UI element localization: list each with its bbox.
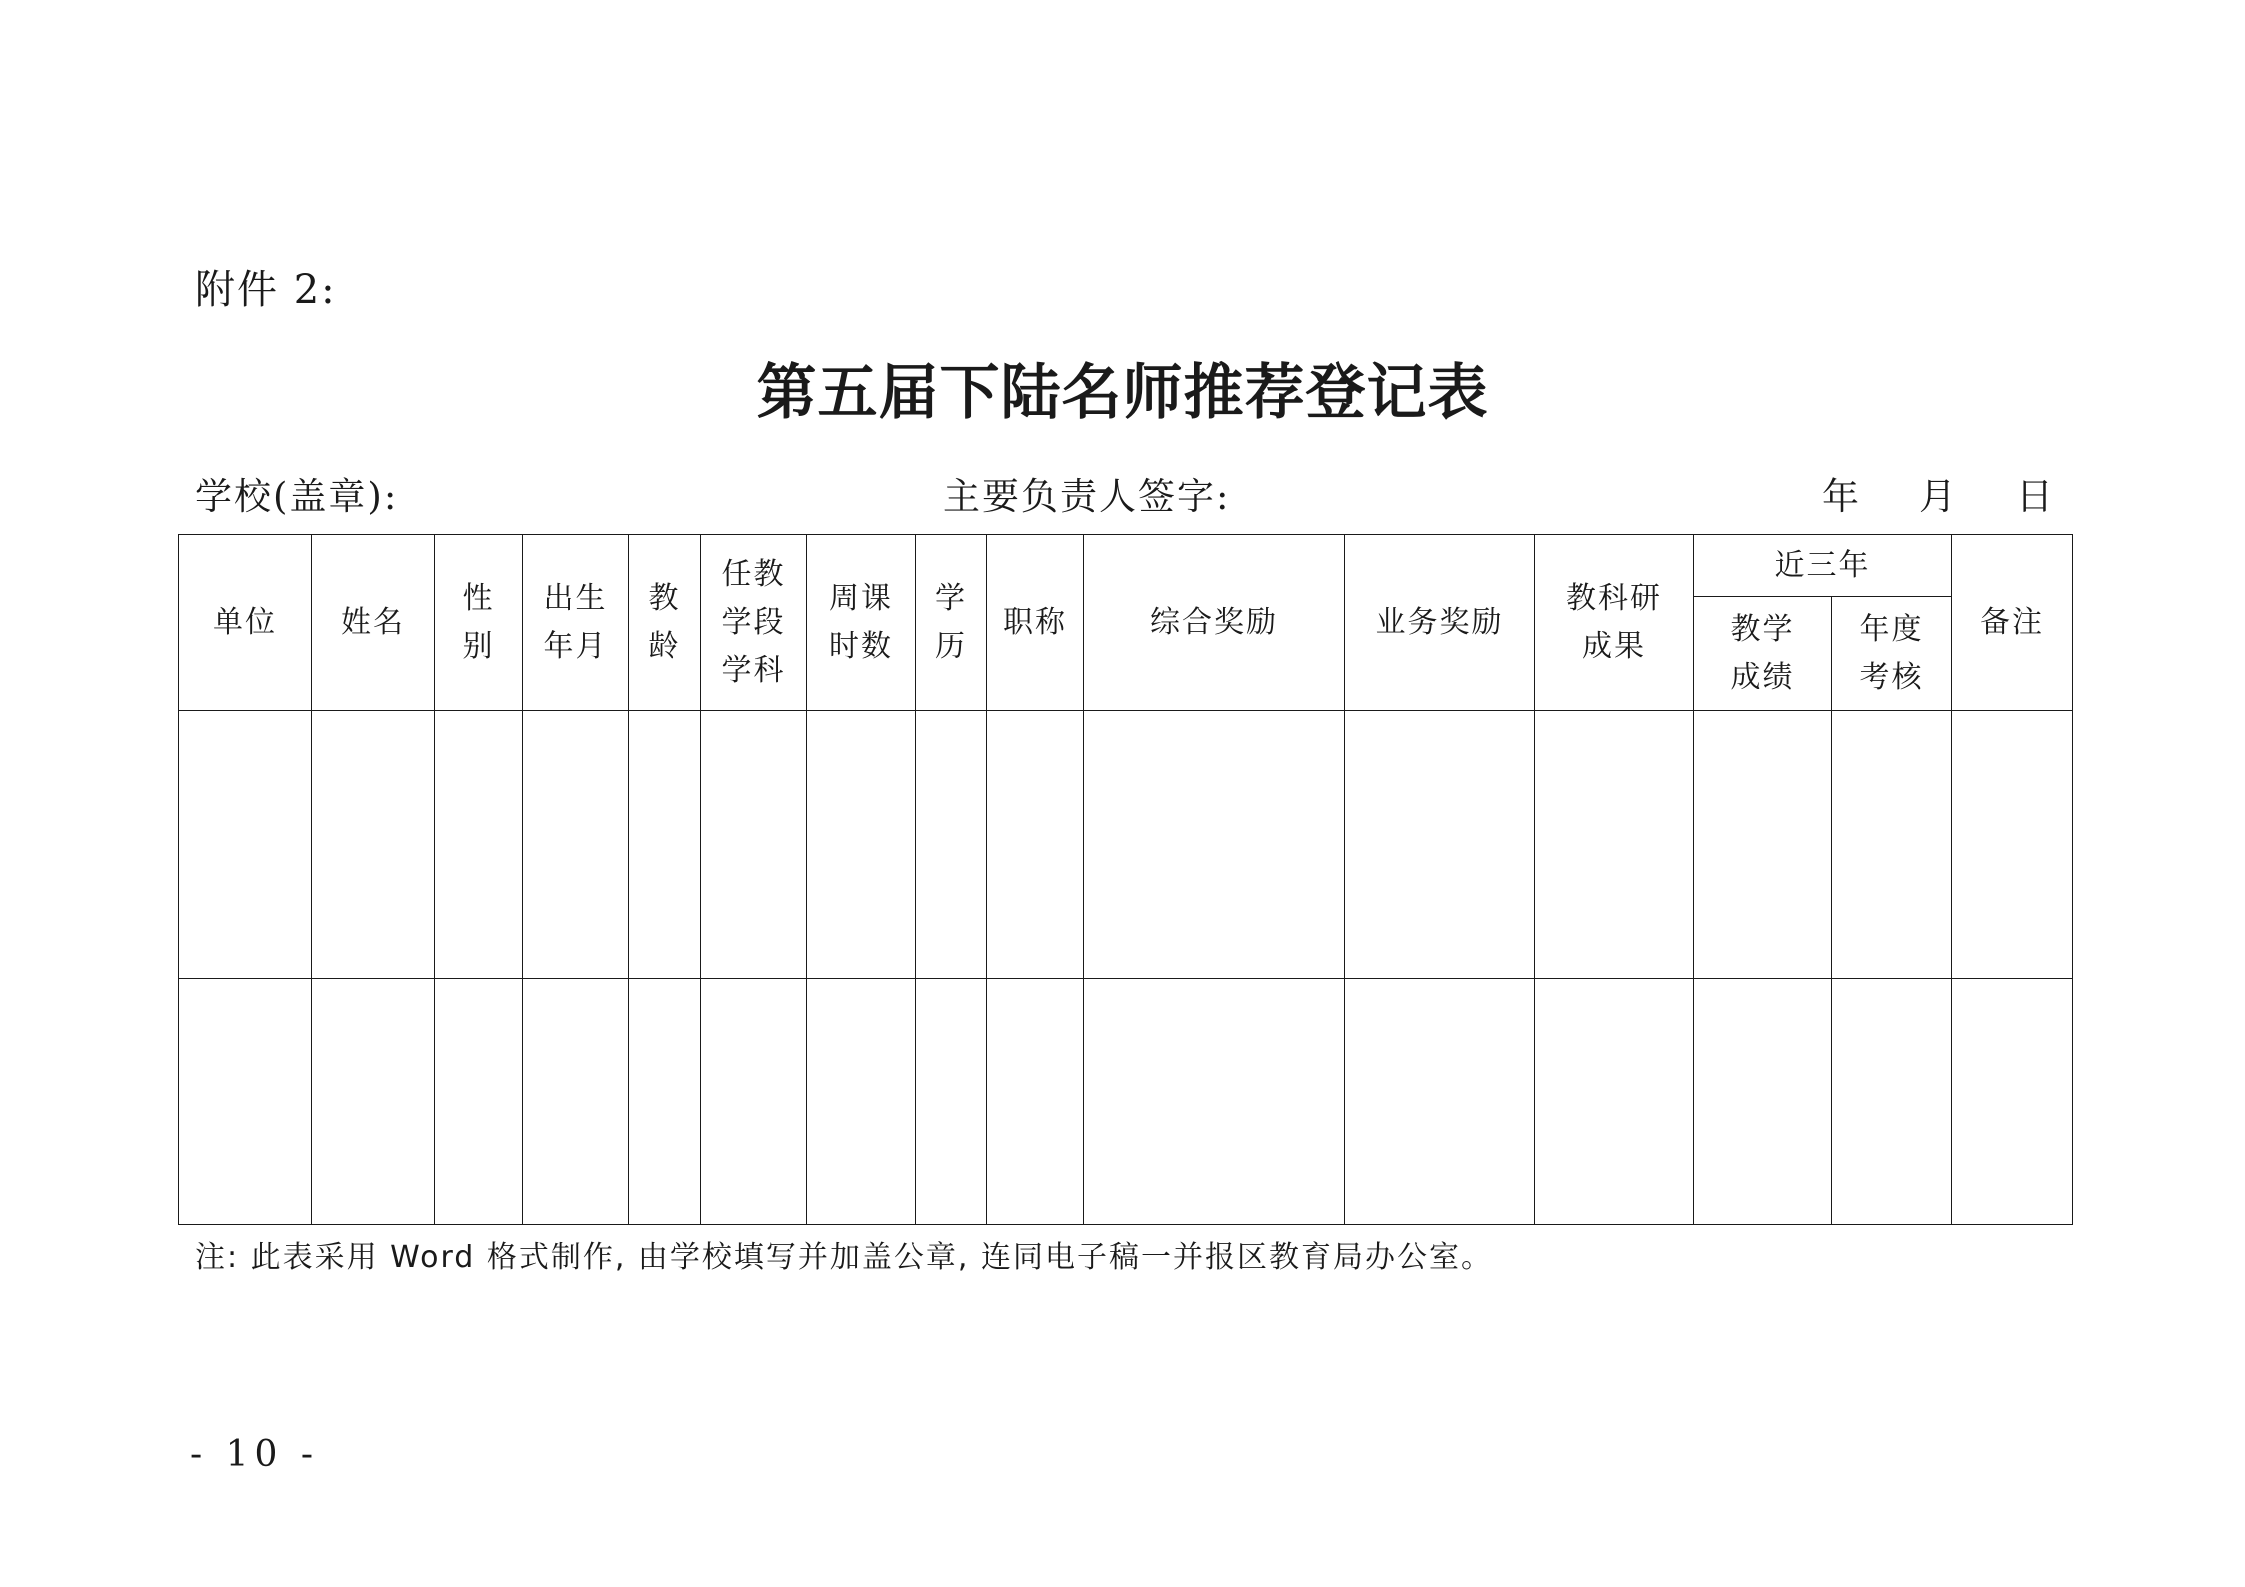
cell-title[interactable] <box>987 711 1084 979</box>
header-title: 职称 <box>987 535 1084 711</box>
registration-table <box>178 534 2073 1225</box>
cell-weekly-hours[interactable] <box>807 711 916 979</box>
date-line <box>1822 466 2055 520</box>
cell-remarks[interactable] <box>1952 979 2073 1225</box>
cell-annual-assessment[interactable] <box>1832 711 1952 979</box>
header-teaching-years: 教龄 <box>629 535 701 711</box>
header-remarks: 备注 <box>1952 535 2073 711</box>
cell-professional-awards[interactable] <box>1345 979 1535 1225</box>
header-research: 教科研成果 <box>1535 535 1694 711</box>
cell-unit[interactable] <box>179 979 312 1225</box>
cell-stage-subject[interactable] <box>701 711 807 979</box>
header-stage-subject: 任教学段学科 <box>701 535 807 711</box>
header-unit: 单位 <box>179 535 312 711</box>
month-label: 月 <box>1919 475 1958 518</box>
cell-education[interactable] <box>916 979 987 1225</box>
day-label: 日 <box>2016 475 2055 518</box>
table-row <box>179 711 2073 979</box>
cell-gender[interactable] <box>435 711 523 979</box>
attachment-label: 附件 2: <box>195 267 337 313</box>
table-row <box>179 979 2073 1225</box>
cell-research[interactable] <box>1535 711 1694 979</box>
cell-gender[interactable] <box>435 979 523 1225</box>
cell-annual-assessment[interactable] <box>1832 979 1952 1225</box>
cell-unit[interactable] <box>179 711 312 979</box>
header-professional-awards: 业务奖励 <box>1345 535 1535 711</box>
header-row <box>179 535 2073 597</box>
header-recent-three-years: 近三年 <box>1694 535 1952 597</box>
cell-teaching-years[interactable] <box>629 979 701 1225</box>
header-name: 姓名 <box>312 535 435 711</box>
cell-name[interactable] <box>312 711 435 979</box>
cell-birth[interactable] <box>523 979 629 1225</box>
form-title: 第五届下陆名师推荐登记表 <box>756 358 1489 428</box>
cell-general-awards[interactable] <box>1084 979 1345 1225</box>
cell-weekly-hours[interactable] <box>807 979 916 1225</box>
school-seal-label: 学校(盖章): <box>195 475 399 518</box>
header-annual-assessment: 年度考核 <box>1832 597 1952 711</box>
cell-name[interactable] <box>312 979 435 1225</box>
year-label: 年 <box>1822 475 1861 518</box>
principal-signature-label: 主要负责人签字: <box>943 475 1231 518</box>
cell-research[interactable] <box>1535 979 1694 1225</box>
cell-birth[interactable] <box>523 711 629 979</box>
header-teaching-results: 教学成绩 <box>1694 597 1832 711</box>
cell-teaching-years[interactable] <box>629 711 701 979</box>
cell-general-awards[interactable] <box>1084 711 1345 979</box>
header-weekly-hours: 周课时数 <box>807 535 916 711</box>
footnote: 注: 此表采用 Word 格式制作, 由学校填写并加盖公章, 连同电子稿一并报区教育局办公室。 <box>195 1240 1493 1275</box>
header-gender: 性别 <box>435 535 523 711</box>
cell-remarks[interactable] <box>1952 711 2073 979</box>
cell-professional-awards[interactable] <box>1345 711 1535 979</box>
header-general-awards: 综合奖励 <box>1084 535 1345 711</box>
header-birth: 出生年月 <box>523 535 629 711</box>
cell-stage-subject[interactable] <box>701 979 807 1225</box>
cell-teaching-results[interactable] <box>1694 711 1832 979</box>
cell-education[interactable] <box>916 711 987 979</box>
cell-teaching-results[interactable] <box>1694 979 1832 1225</box>
page-number: - 10 - <box>190 1434 320 1475</box>
cell-title[interactable] <box>987 979 1084 1225</box>
header-education: 学历 <box>916 535 987 711</box>
